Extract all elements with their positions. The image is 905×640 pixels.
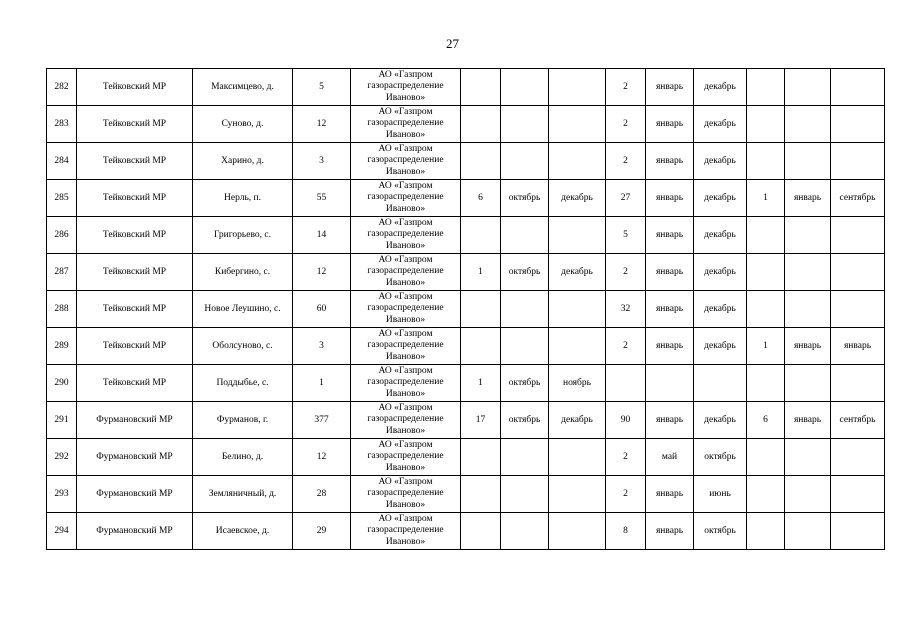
organization-cell: [351, 328, 461, 365]
qty-a-cell: [461, 328, 501, 365]
table-row: [47, 476, 885, 513]
organization-line1: АО «Газпром: [378, 402, 433, 413]
organization-line3: Иваново»: [385, 388, 426, 399]
organization-cell: [351, 365, 461, 402]
count-cell: 3: [293, 328, 351, 365]
qty-b-cell: 27: [606, 180, 646, 217]
count-cell: 60: [293, 291, 351, 328]
organization-line1: АО «Газпром: [378, 513, 433, 524]
organization-cell: [351, 439, 461, 476]
end-b-cell: декабрь: [694, 217, 747, 254]
end-b-cell: декабрь: [694, 180, 747, 217]
start-a-cell: октябрь: [501, 180, 549, 217]
organization-cell: [351, 291, 461, 328]
end-c-cell: сентябрь: [831, 180, 885, 217]
organization-line2: газораспределение: [367, 118, 444, 129]
organization-line1: АО «Газпром: [378, 365, 433, 376]
end-b-cell: октябрь: [694, 513, 747, 550]
district-cell: Тейковский МР: [77, 143, 193, 180]
row-number-cell: 288: [47, 291, 77, 328]
organization-line1: АО «Газпром: [378, 439, 433, 450]
organization-line1: АО «Газпром: [378, 69, 433, 80]
count-cell: 29: [293, 513, 351, 550]
end-c-cell: [831, 291, 885, 328]
organization-line2: газораспределение: [367, 155, 444, 166]
qty-a-cell: 1: [461, 365, 501, 402]
organization-line1: АО «Газпром: [378, 143, 433, 154]
organization-line3: Иваново»: [385, 314, 426, 325]
end-b-cell: декабрь: [694, 402, 747, 439]
count-cell: 12: [293, 254, 351, 291]
district-cell: Тейковский МР: [77, 254, 193, 291]
row-number-cell: 285: [47, 180, 77, 217]
organization-line2: газораспределение: [367, 192, 444, 203]
district-cell: Тейковский МР: [77, 180, 193, 217]
count-cell: 12: [293, 439, 351, 476]
settlement-cell: Исаевское, д.: [193, 513, 293, 550]
organization-line1: АО «Газпром: [378, 328, 433, 339]
start-b-cell: январь: [646, 513, 694, 550]
qty-c-cell: [747, 254, 785, 291]
organization-line3: Иваново»: [385, 499, 426, 510]
end-b-cell: июнь: [694, 476, 747, 513]
start-a-cell: [501, 217, 549, 254]
start-c-cell: [785, 254, 831, 291]
end-a-cell: [549, 513, 606, 550]
table-row: [47, 180, 885, 217]
start-b-cell: январь: [646, 217, 694, 254]
organization-line3: Иваново»: [385, 425, 426, 436]
qty-a-cell: 6: [461, 180, 501, 217]
table-row: [47, 439, 885, 476]
settlement-cell: Григорьево, с.: [193, 217, 293, 254]
row-number-cell: 294: [47, 513, 77, 550]
end-b-cell: декабрь: [694, 291, 747, 328]
qty-b-cell: 2: [606, 476, 646, 513]
qty-a-cell: [461, 143, 501, 180]
organization-line2: газораспределение: [367, 81, 444, 92]
start-c-cell: январь: [785, 328, 831, 365]
organization-line1: АО «Газпром: [378, 291, 433, 302]
start-a-cell: [501, 291, 549, 328]
district-cell: Тейковский МР: [77, 291, 193, 328]
qty-c-cell: [747, 439, 785, 476]
organization-line3: Иваново»: [385, 277, 426, 288]
organization-line3: Иваново»: [385, 240, 426, 251]
organization-line1: АО «Газпром: [378, 106, 433, 117]
end-a-cell: [549, 106, 606, 143]
table-row: [47, 402, 885, 439]
organization-cell: [351, 402, 461, 439]
district-cell: Фурмановский МР: [77, 402, 193, 439]
start-c-cell: [785, 217, 831, 254]
organization-line2: газораспределение: [367, 266, 444, 277]
end-c-cell: [831, 254, 885, 291]
end-c-cell: [831, 217, 885, 254]
start-c-cell: [785, 476, 831, 513]
start-b-cell: [646, 365, 694, 402]
page-number: 27: [446, 36, 459, 51]
row-number-cell: 287: [47, 254, 77, 291]
qty-b-cell: 2: [606, 439, 646, 476]
end-b-cell: декабрь: [694, 254, 747, 291]
start-c-cell: [785, 291, 831, 328]
count-cell: 28: [293, 476, 351, 513]
organization-line1: АО «Газпром: [378, 180, 433, 191]
organization-line3: Иваново»: [385, 166, 426, 177]
settlement-cell: Нерль, п.: [193, 180, 293, 217]
start-b-cell: январь: [646, 328, 694, 365]
end-b-cell: октябрь: [694, 439, 747, 476]
qty-c-cell: [747, 106, 785, 143]
end-a-cell: декабрь: [549, 180, 606, 217]
start-c-cell: [785, 143, 831, 180]
end-a-cell: [549, 217, 606, 254]
qty-c-cell: [747, 476, 785, 513]
end-c-cell: [831, 106, 885, 143]
end-b-cell: декабрь: [694, 143, 747, 180]
organization-cell: [351, 254, 461, 291]
qty-a-cell: [461, 513, 501, 550]
district-cell: Тейковский МР: [77, 106, 193, 143]
end-c-cell: [831, 439, 885, 476]
count-cell: 1: [293, 365, 351, 402]
settlement-cell: Оболсуново, с.: [193, 328, 293, 365]
qty-b-cell: 2: [606, 69, 646, 106]
row-number-cell: 291: [47, 402, 77, 439]
settlement-cell: Харино, д.: [193, 143, 293, 180]
end-c-cell: [831, 476, 885, 513]
start-b-cell: январь: [646, 254, 694, 291]
district-cell: Тейковский МР: [77, 328, 193, 365]
row-number-cell: 282: [47, 69, 77, 106]
table-row: [47, 365, 885, 402]
count-cell: 12: [293, 106, 351, 143]
qty-a-cell: [461, 476, 501, 513]
start-a-cell: [501, 513, 549, 550]
end-a-cell: [549, 476, 606, 513]
qty-a-cell: 1: [461, 254, 501, 291]
organization-line3: Иваново»: [385, 129, 426, 140]
end-c-cell: [831, 513, 885, 550]
start-c-cell: январь: [785, 180, 831, 217]
organization-cell: [351, 106, 461, 143]
district-cell: Тейковский МР: [77, 69, 193, 106]
qty-b-cell: 5: [606, 217, 646, 254]
count-cell: 5: [293, 69, 351, 106]
row-number-cell: 293: [47, 476, 77, 513]
end-b-cell: [694, 365, 747, 402]
start-a-cell: [501, 439, 549, 476]
start-b-cell: январь: [646, 143, 694, 180]
organization-cell: [351, 476, 461, 513]
organization-line3: Иваново»: [385, 462, 426, 473]
qty-b-cell: 90: [606, 402, 646, 439]
settlement-cell: Максимцево, д.: [193, 69, 293, 106]
district-cell: Тейковский МР: [77, 365, 193, 402]
end-a-cell: декабрь: [549, 254, 606, 291]
start-a-cell: [501, 106, 549, 143]
row-number-cell: 289: [47, 328, 77, 365]
organization-line3: Иваново»: [385, 203, 426, 214]
organization-cell: [351, 180, 461, 217]
organization-line3: Иваново»: [385, 92, 426, 103]
start-b-cell: январь: [646, 476, 694, 513]
district-cell: Фурмановский МР: [77, 513, 193, 550]
end-b-cell: декабрь: [694, 106, 747, 143]
organization-cell: [351, 143, 461, 180]
qty-c-cell: [747, 143, 785, 180]
qty-a-cell: [461, 439, 501, 476]
start-a-cell: октябрь: [501, 365, 549, 402]
organization-line2: газораспределение: [367, 525, 444, 536]
start-a-cell: [501, 143, 549, 180]
end-c-cell: [831, 143, 885, 180]
organization-line2: газораспределение: [367, 303, 444, 314]
end-a-cell: [549, 143, 606, 180]
qty-c-cell: 1: [747, 180, 785, 217]
table-row: [47, 217, 885, 254]
row-number-cell: 286: [47, 217, 77, 254]
organization-line1: АО «Газпром: [378, 254, 433, 265]
organization-line3: Иваново»: [385, 351, 426, 362]
qty-b-cell: 2: [606, 106, 646, 143]
row-number-cell: 283: [47, 106, 77, 143]
start-b-cell: январь: [646, 291, 694, 328]
qty-a-cell: [461, 291, 501, 328]
qty-a-cell: [461, 69, 501, 106]
row-number-cell: 290: [47, 365, 77, 402]
qty-c-cell: [747, 217, 785, 254]
start-c-cell: январь: [785, 402, 831, 439]
organization-line1: АО «Газпром: [378, 217, 433, 228]
qty-a-cell: [461, 106, 501, 143]
start-b-cell: январь: [646, 106, 694, 143]
count-cell: 377: [293, 402, 351, 439]
start-a-cell: [501, 328, 549, 365]
start-b-cell: май: [646, 439, 694, 476]
start-a-cell: октябрь: [501, 402, 549, 439]
qty-c-cell: [747, 291, 785, 328]
organization-line1: АО «Газпром: [378, 476, 433, 487]
table-row: [47, 291, 885, 328]
end-c-cell: [831, 365, 885, 402]
qty-c-cell: [747, 69, 785, 106]
settlement-cell: Поддыбье, с.: [193, 365, 293, 402]
end-a-cell: ноябрь: [549, 365, 606, 402]
settlement-cell: Суново, д.: [193, 106, 293, 143]
settlement-cell: Новое Леушино, с.: [193, 291, 293, 328]
end-b-cell: декабрь: [694, 69, 747, 106]
organization-line3: Иваново»: [385, 536, 426, 547]
row-number-cell: 292: [47, 439, 77, 476]
end-a-cell: [549, 69, 606, 106]
organization-cell: [351, 513, 461, 550]
end-a-cell: декабрь: [549, 402, 606, 439]
start-a-cell: [501, 69, 549, 106]
qty-b-cell: [606, 365, 646, 402]
qty-c-cell: [747, 365, 785, 402]
gasification-table: [46, 68, 885, 550]
qty-b-cell: 8: [606, 513, 646, 550]
qty-a-cell: [461, 217, 501, 254]
settlement-cell: Белино, д.: [193, 439, 293, 476]
settlement-cell: Кибергино, с.: [193, 254, 293, 291]
organization-cell: [351, 69, 461, 106]
district-cell: Фурмановский МР: [77, 439, 193, 476]
start-c-cell: [785, 513, 831, 550]
qty-c-cell: 1: [747, 328, 785, 365]
end-b-cell: декабрь: [694, 328, 747, 365]
district-cell: Фурмановский МР: [77, 476, 193, 513]
start-c-cell: [785, 69, 831, 106]
organization-line2: газораспределение: [367, 340, 444, 351]
end-c-cell: январь: [831, 328, 885, 365]
qty-b-cell: 2: [606, 143, 646, 180]
table-row: [47, 69, 885, 106]
qty-b-cell: 2: [606, 328, 646, 365]
end-a-cell: [549, 291, 606, 328]
qty-b-cell: 32: [606, 291, 646, 328]
organization-line2: газораспределение: [367, 488, 444, 499]
end-c-cell: [831, 69, 885, 106]
start-b-cell: январь: [646, 180, 694, 217]
settlement-cell: Земляничный, д.: [193, 476, 293, 513]
table-row: [47, 328, 885, 365]
district-cell: Тейковский МР: [77, 217, 193, 254]
count-cell: 14: [293, 217, 351, 254]
organization-line2: газораспределение: [367, 377, 444, 388]
qty-b-cell: 2: [606, 254, 646, 291]
start-a-cell: [501, 476, 549, 513]
start-a-cell: октябрь: [501, 254, 549, 291]
start-c-cell: [785, 106, 831, 143]
start-b-cell: январь: [646, 69, 694, 106]
organization-cell: [351, 217, 461, 254]
end-c-cell: сентябрь: [831, 402, 885, 439]
organization-line2: газораспределение: [367, 229, 444, 240]
table-row: [47, 143, 885, 180]
table-row: [47, 513, 885, 550]
qty-c-cell: 6: [747, 402, 785, 439]
end-a-cell: [549, 439, 606, 476]
qty-a-cell: 17: [461, 402, 501, 439]
count-cell: 3: [293, 143, 351, 180]
start-b-cell: январь: [646, 402, 694, 439]
organization-line2: газораспределение: [367, 414, 444, 425]
settlement-cell: Фурманов, г.: [193, 402, 293, 439]
table-row: [47, 106, 885, 143]
qty-c-cell: [747, 513, 785, 550]
start-c-cell: [785, 365, 831, 402]
end-a-cell: [549, 328, 606, 365]
row-number-cell: 284: [47, 143, 77, 180]
table-body: [47, 69, 885, 550]
count-cell: 55: [293, 180, 351, 217]
organization-line2: газораспределение: [367, 451, 444, 462]
table-row: [47, 254, 885, 291]
start-c-cell: [785, 439, 831, 476]
